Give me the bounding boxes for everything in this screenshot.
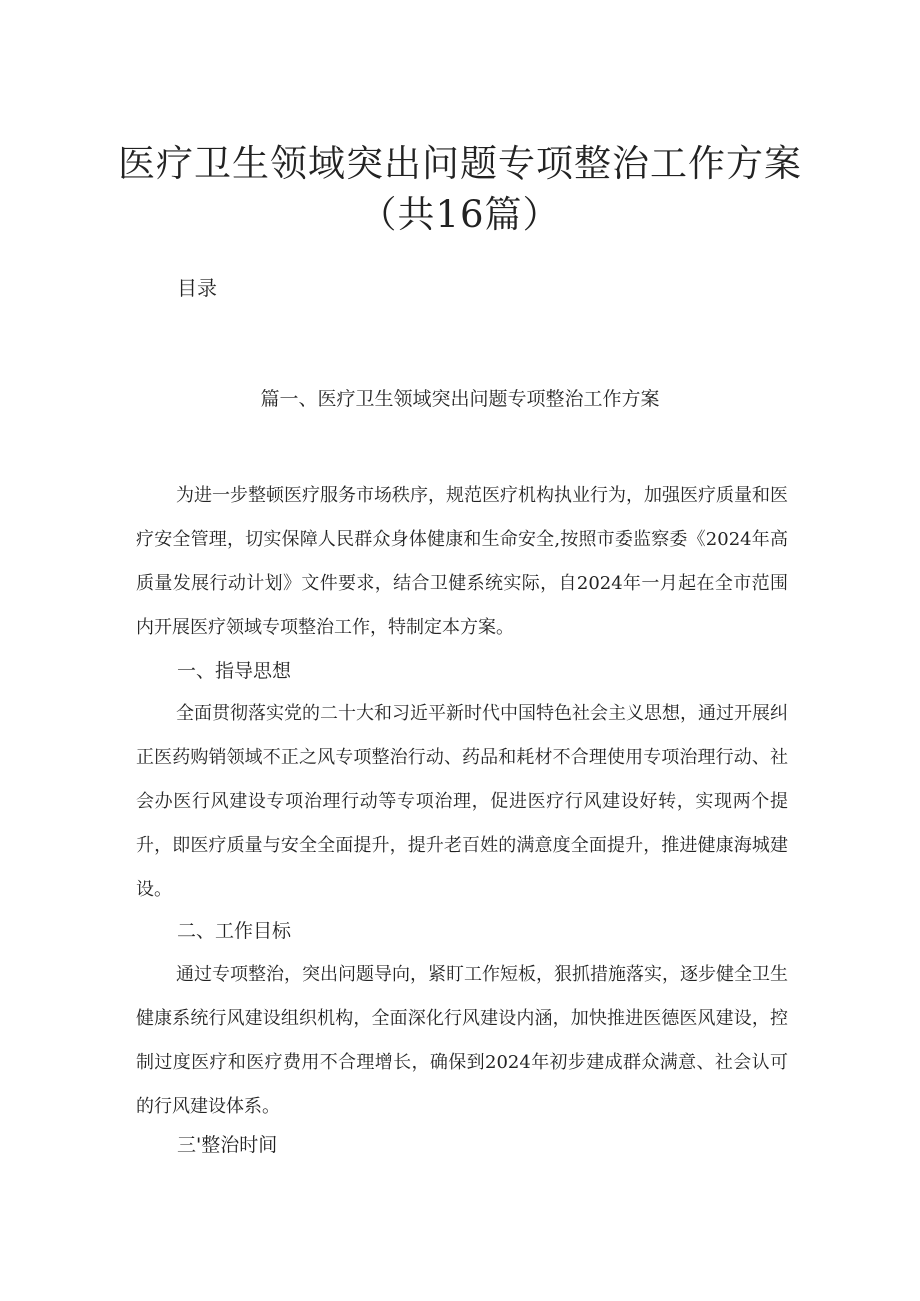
- toc-label: 目录: [177, 276, 217, 300]
- intro-paragraph: 为进一步整顿医疗服务市场秩序，规范医疗机构执业行为，加强医疗质量和医疗安全管理，切实保障人民群众身体健康和生命安全,按照市委监察委《2024年高质量发展行动计划》文件要求，结合卫健系统实际，自2024年一月起在全市范围内开展医疗领域专项整治工作，特制定本方案。: [136, 485, 788, 638]
- section-title: 篇一、医疗卫生领域突出问题专项整治工作方案: [260, 388, 660, 410]
- heading-guiding-ideology: 一、指导思想: [177, 660, 292, 682]
- heading-work-goals: 二、工作目标: [177, 920, 292, 942]
- paragraph-guiding-ideology: 全面贯彻落实党的二十大和习近平新时代中国特色社会主义思想，通过开展纠正医药购销领域不正之风专项整治行动、药品和耗材不合理使用专项治理行动、社会办医行风建设专项治理行动等专项治理，促进医疗行风建设好转，实现两个提升，即医疗质量与安全全面提升，提升老百姓的满意度全面提升，推进健康海城建设。: [136, 703, 788, 900]
- heading-rectification-time: 三'整治时间: [177, 1134, 278, 1156]
- document-subtitle: （共16篇）: [359, 193, 561, 236]
- document-title: 医疗卫生领域突出问题专项整治工作方案: [118, 142, 802, 185]
- paragraph-work-goals: 通过专项整治，突出问题导向，紧盯工作短板，狠抓措施落实，逐步健全卫生健康系统行风建设组织机构，全面深化行风建设内涵，加快推进医德医风建设，控制过度医疗和医疗费用不合理增长，确保到2024年初步建成群众满意、社会认可的行风建设体系。: [136, 964, 788, 1117]
